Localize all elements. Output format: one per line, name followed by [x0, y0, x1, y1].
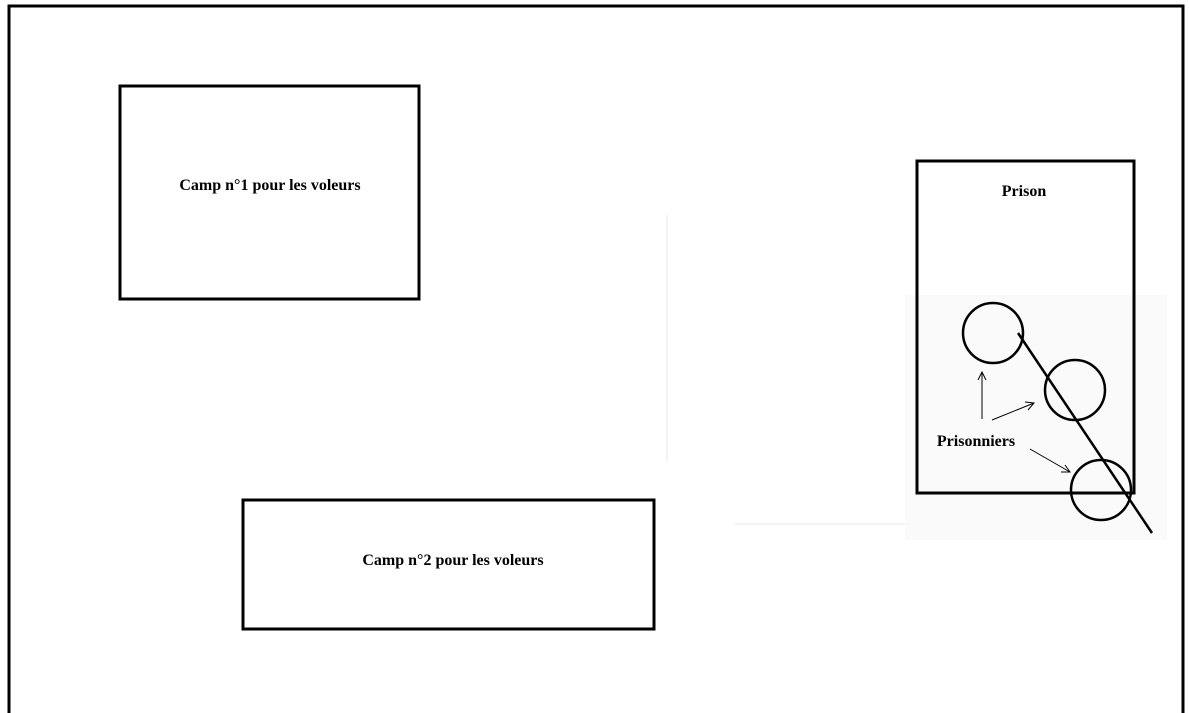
prison [905, 161, 1167, 540]
prison-label: Prison [1001, 183, 1047, 200]
camp-2-label: Camp n°2 pour les voleurs [362, 552, 544, 569]
camp-2 [243, 500, 654, 629]
prisoners-label: Prisonniers [936, 433, 1016, 450]
camp-1 [120, 86, 419, 299]
camp-1-label: Camp n°1 pour les voleurs [179, 177, 361, 194]
